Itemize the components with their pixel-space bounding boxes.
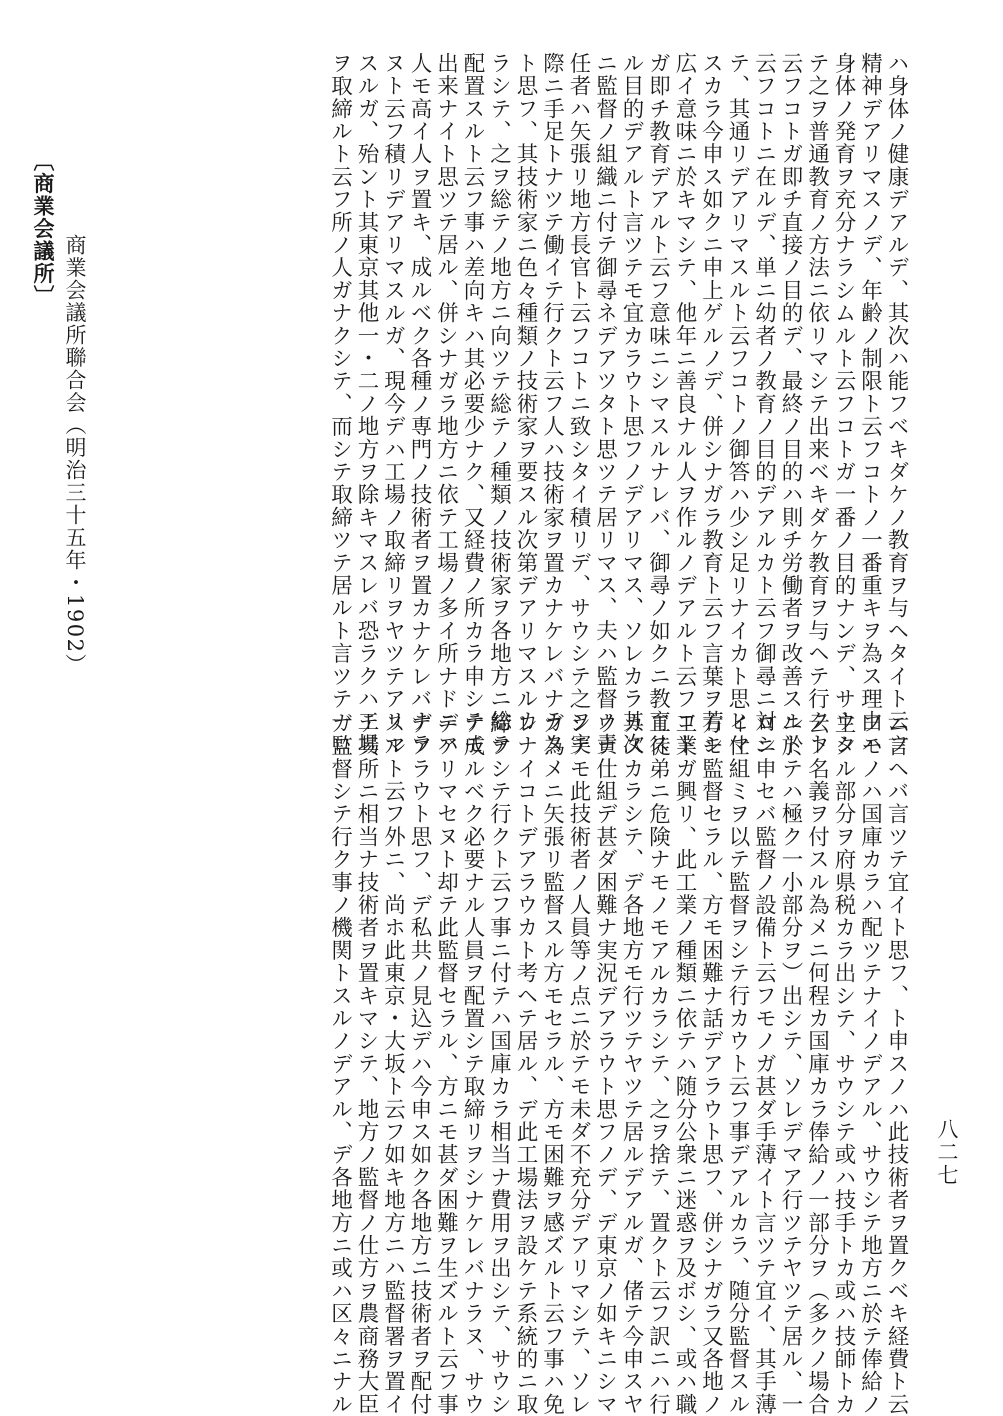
page-number: 八二七 [935, 1118, 959, 1187]
text-line: 締ヲシテ行クト云フ事ニ付テハ国庫カラ相当ナ費用ヲ出シテ、サウシ [486, 712, 512, 1416]
text-line: スルト云フ外ニ、尚ホ此東京・大坂ト云フ如キ地方ニハ監督署ヲ置イ [380, 712, 406, 1416]
text-line: イ仕組ミヲ以テ監督ヲシテ行カウト云フ事デアルカラ、随分監督スル [725, 712, 750, 1416]
text-line: スカラ今申ス如クニ申上ゲルノデ、併シナガラ教育ト云フ言葉ヲ若シ [698, 52, 724, 756]
text-line: ト思フ、其技術家ニ色々種類ノ技術家ヲ要スル次第デアリマスルカ [513, 52, 538, 733]
text-line: 工業ガ興リ、此工業ノ種類ニ依テハ随分公衆ニ迷惑ヲ及ボシ、或ハ職 [672, 712, 697, 1416]
text-line: ニ於テハ極ク一小部分ヲ）出シテ、ソレデマア行ツテヤツテ居ル、一 [778, 712, 803, 1416]
text-line: テ其所ニ相当ナ技術者ヲ置キマシテ、地方ノ監督ノ仕方ヲ農商務大臣 [354, 712, 379, 1416]
text-line: 人モ高イ人ヲ置キ、成ルベク各種ノ専門ノ技術者ヲ置カナケレバナラ [407, 52, 432, 756]
text-line: レナイコトデアラウカト考ヘテ居ル、デ此工場法ヲ設ケテ系統的ニ取 [513, 712, 538, 1416]
running-header-title: 商業会議所聯合会（明治三十五年・1902） [63, 234, 87, 676]
text-line: ヌト云フ積リデアリマスルガ、現今デハ工場ノ取締リヲヤツテアリマ [380, 52, 406, 756]
text-line: 任者ハ矢張リ地方長官ト云フコトニ致シタイ積リデ、サウシテ之ヲ実 [566, 52, 591, 756]
text-line: ガ為メニ矢張リ監督スル方モセラル、方モ困難ヲ感ズルト云フ事ハ免 [539, 712, 565, 1416]
running-header-organization: 〔商業会議所〕 [31, 150, 56, 308]
text-line: 主タル部分ヲ府県税カラ出シテ、サウシテ或ハ技手トカ或ハ技師トカ [831, 712, 856, 1416]
text-line: テ成ルベク必要ナル人員ヲ配置シテ取締リヲシナケレバナラヌ、サウ [460, 712, 485, 1416]
text-line: 工徒弟ニ危険ナモノモアルカラシテ、之ヲ捨テ、置クト云フ訳ニハ行 [645, 712, 671, 1416]
text-line: 身体ノ発育ヲ充分ナラシムルト云フコトガ一番ノ目的ナンデ、サウシ [831, 52, 856, 756]
upper-text-block [326, 52, 909, 756]
text-line: テ之ヲ普通教育ノ方法ニ依リマシテ出来ベキダケ教育ヲ与ヘテ行クト [804, 52, 830, 756]
text-line: 配置スルト云フ事ハ差向キハ其必要少ナク、又経費ノ所カラ申シテモ [460, 52, 485, 756]
text-line: ラシテ、之ヲ総テノ地方ニ向ツテ総テノ種類ノ技術家ヲ各地方ニ総テ [486, 52, 512, 756]
text-line: ニ言ヘバ言ツテ宜イト思フ、ト申スノハ此技術者ヲ置クベキ経費ト云 [884, 712, 909, 1416]
text-line: ガ即チ教育デアルト云フ意味ニシマスルナレバ、御尋ノ如クニ教育ス [645, 52, 671, 756]
text-line: ル目的デアルト言ツテモ宜カラウト思フノデアリマス、ソレカラ其次 [619, 52, 644, 756]
text-line: 際ニ手足トナツテ働イテ行クト云フ人ハ技術家ヲ置カナケレバナラヌ [539, 52, 565, 756]
text-line: シテモ此技術者ノ人員等ノ点ニ於テモ未ダ不充分デアリマシテ、ソレ [566, 712, 591, 1416]
text-line: 精神デアリマスノデ、年齢ノ制限ト云フコトノ一番重キヲ為ス理由ハ [857, 52, 883, 756]
text-line: テ、其通リデアリマスルト云フコトノ御答ハ少シ足リナイカト思ヒマ [725, 52, 750, 756]
text-line: ウナ仕組デ甚ダ困難ナ実況デアラウト思フノデ、デ東京ノ如キニシマ [592, 712, 618, 1416]
text-line: フモノハ国庫カラハ配ツテナイノデアル、サウシテ地方ニ於テ俸給ノ [857, 712, 883, 1416]
text-line: デアリマセヌト却テ此監督セラル、方ニモ甚ダ困難ヲ生ズルト云フ事 [433, 712, 459, 1416]
text-line: デアラウト思フ、デ私共ノ見込デハ今申ス如ク各地方ニ技術者ヲ配付 [407, 712, 432, 1416]
text-line: 出来ナイト思ツテ居ル、併シナガラ地方ニ依テ工場ノ多イ所ナドニハ [433, 52, 459, 756]
text-line: ニ監督ノ組織ニ付テ御尋ネデアツタト思ツテ居リマス、夫ハ監督ノ責 [592, 52, 618, 756]
text-line: 広イ意味ニ於キマシテ、他年ニ善良ナル人ヲ作ルノデアルト云フコト [672, 52, 697, 756]
text-line: 云フ名義ヲ付スル為メニ何程カ国庫カラ俸給ノ一部分ヲ（多クノ場合 [804, 712, 830, 1416]
text-line: ガ監督シテ行ク事ノ機関トスルノデアル、デ各地方ニ或ハ区々ニナル [327, 712, 353, 1416]
text-line: ロニ申セバ監督ノ設備ト云フモノガ甚ダ手薄イト言ツテ宜イ、其手薄 [751, 712, 777, 1416]
text-line: ヲ取締ルト云フ所ノ人ガナクシテ、而シテ取締ツテ居ルト言ツテ一ロ [327, 52, 353, 756]
text-line: 云フコトガ即チ直接ノ目的デ、最終ノ目的ハ則チ労働者ヲ改善スルト [778, 52, 803, 756]
lower-text-block [326, 712, 909, 1416]
text-line: カヌカラシテ、デ各地方モ行ツテヤツテ居ルデアルガ、偖テ今申スヤ [619, 712, 644, 1416]
text-line: 方モ監督セラル、方モ困難ナ話デアラウト思フ、併シナガラ又各地ノ [698, 712, 724, 1416]
text-line: 云フコトニ在ルデ、単ニ幼者ノ教育ノ目的デアルカト云フ御尋ニ対シ [751, 52, 777, 756]
text-line: スルガ、殆ント其東京其他一・二ノ地方ヲ除キマスレバ恐ラクハ工場 [354, 52, 379, 756]
text-line: ハ身体ノ健康デアルデ、其次ハ能フベキダケノ教育ヲ与ヘタイト云フ [884, 52, 909, 756]
